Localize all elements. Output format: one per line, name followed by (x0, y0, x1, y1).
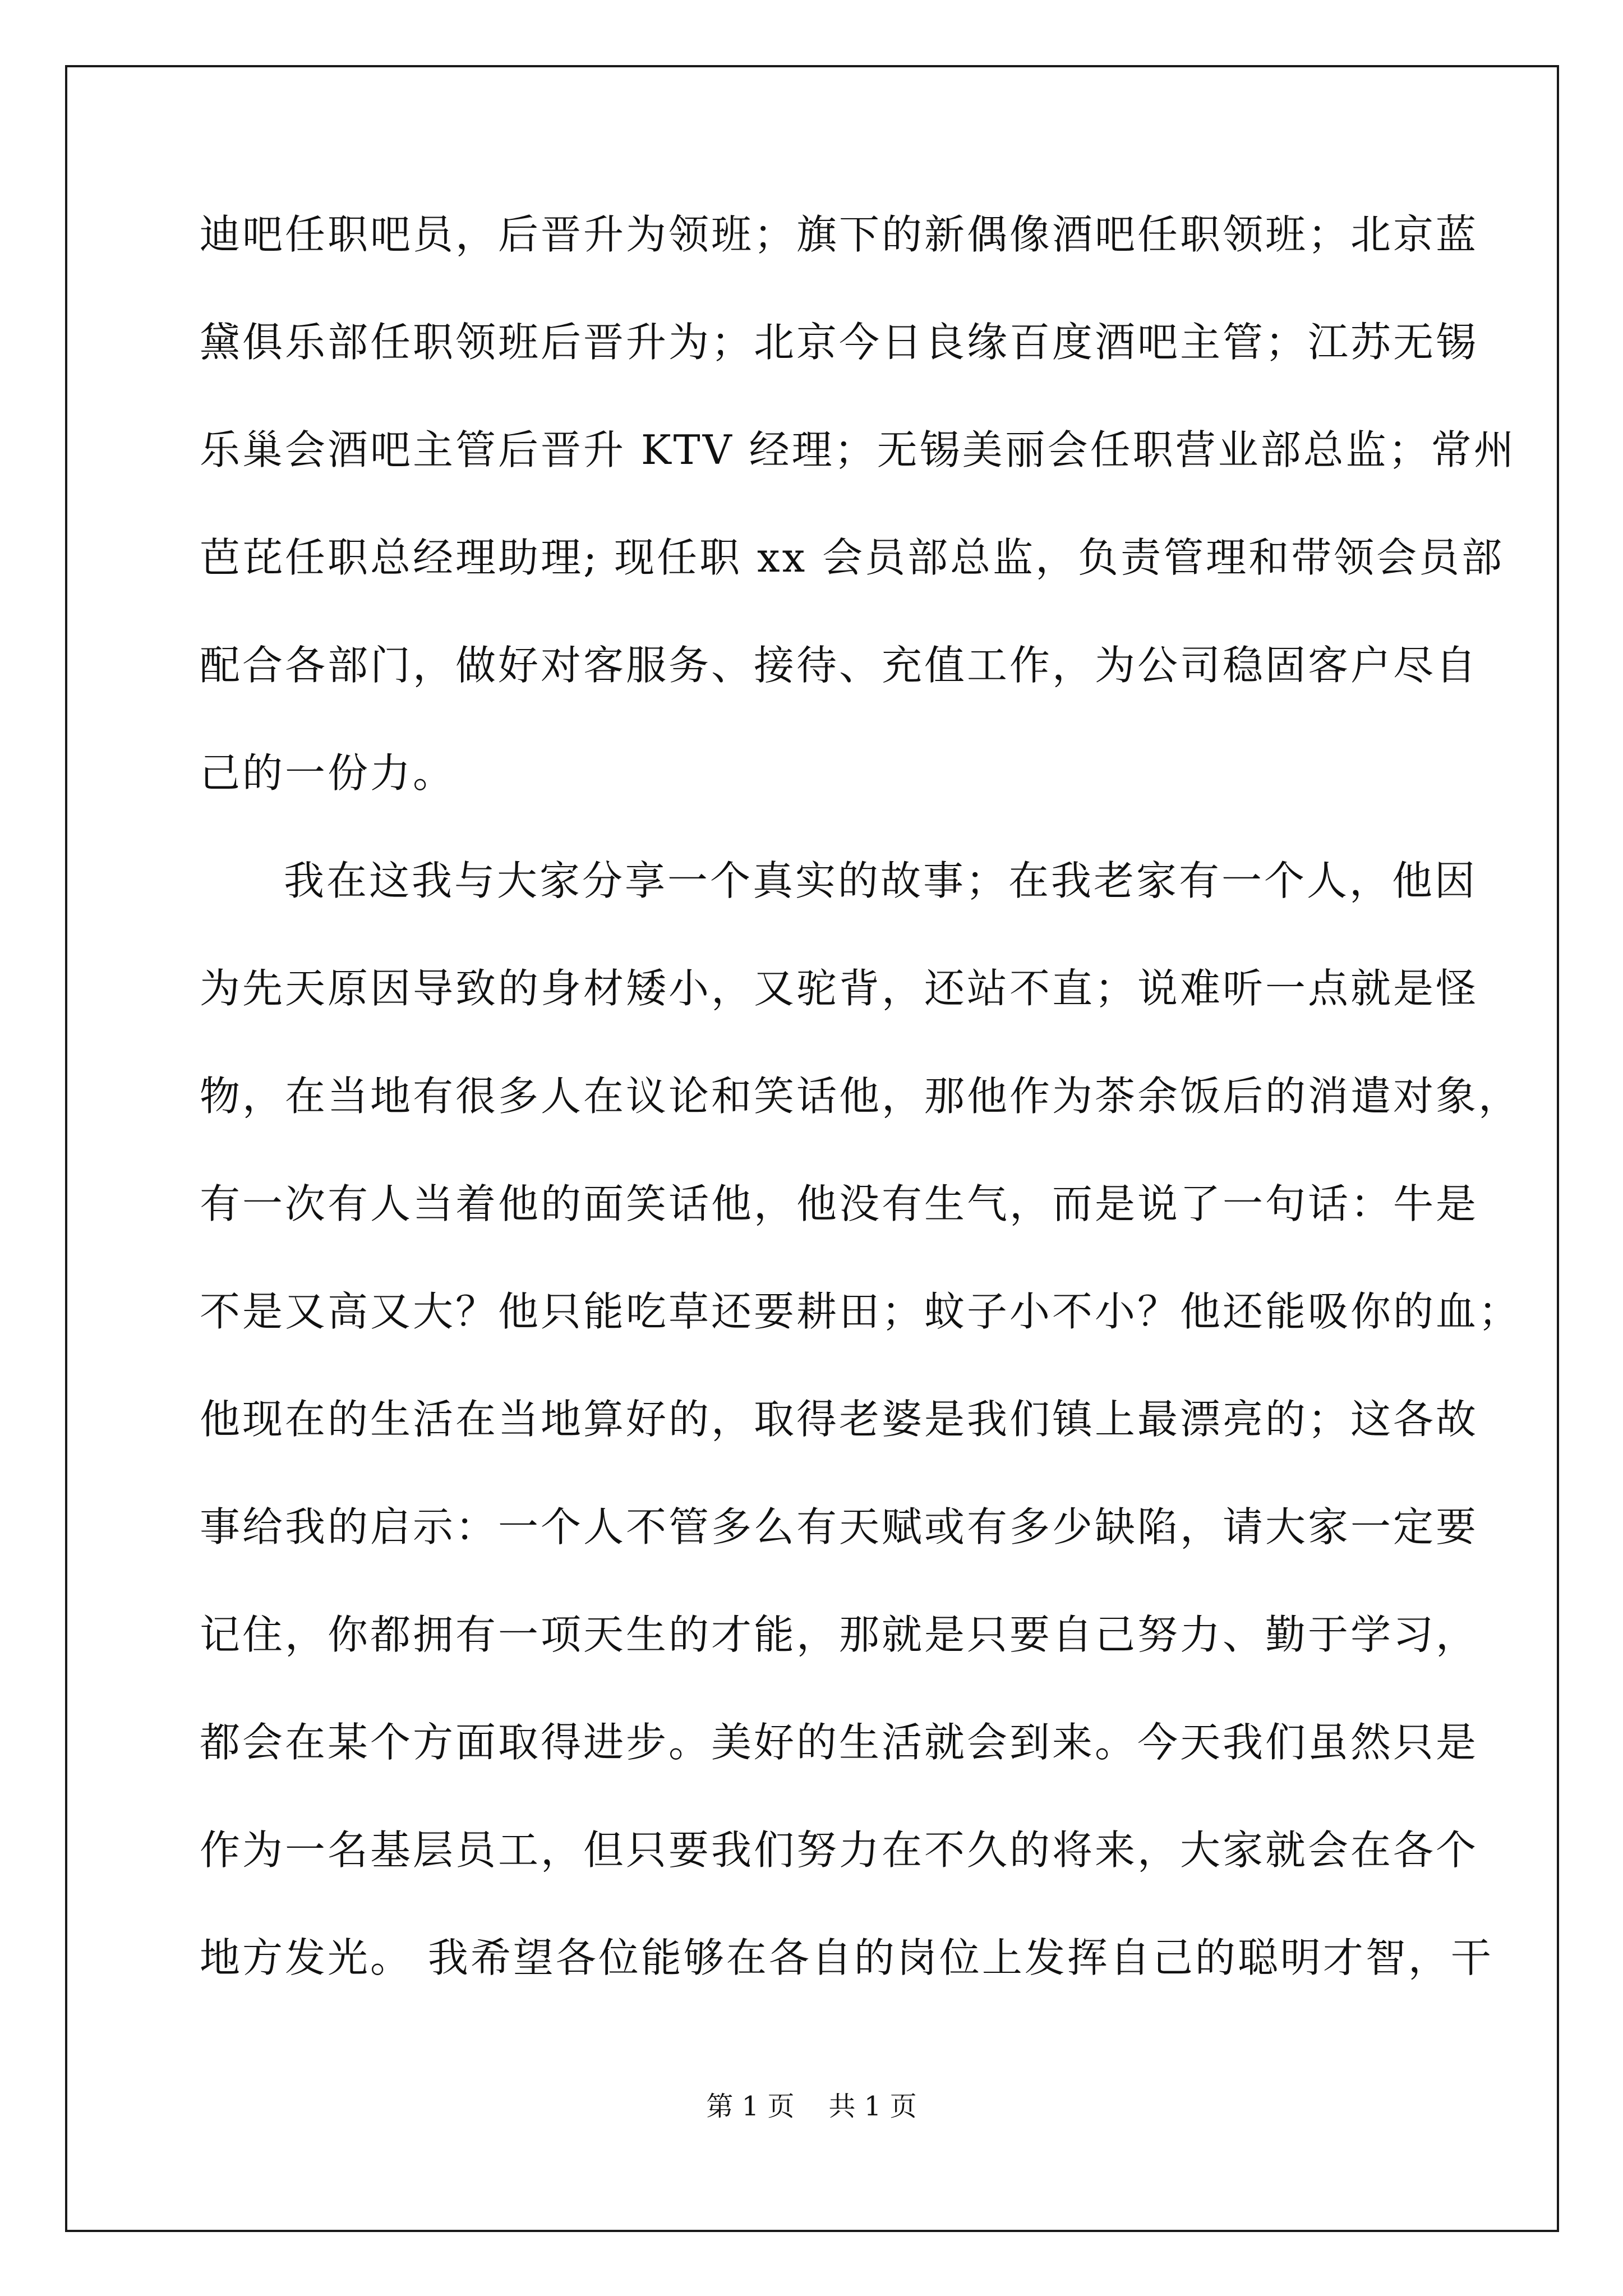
text-line: 他现在的生活在当地算好的，取得老婆是我们镇上最漂亮的；这各故 (200, 1396, 1479, 1443)
text-line: 作为一名基层员工，但只要我们努力在不久的将来，大家就会在各个 (200, 1826, 1479, 1874)
text-line: 己的一份力。 (200, 749, 456, 797)
text-line: 配合各部门，做好对客服务、接待、充值工作，为公司稳固客户尽自 (200, 642, 1479, 689)
text-line: 物，在当地有很多人在议论和笑话他，那他作为茶余饭后的消遣对象， (200, 1073, 1521, 1120)
body-text (200, 208, 1521, 2039)
text-line: 为先天原因导致的身材矮小，又驼背，还站不直；说难听一点就是怪 (200, 965, 1479, 1012)
text-line: 芭芘任职总经理助理; 现任职 xx 会员部总监，负责管理和带领会员部 (200, 534, 1505, 581)
text-line: 乐巢会酒吧主管后晋升 KTV 经理；无锡美丽会任职营业部总监；常州 (200, 426, 1516, 473)
text-line: 有一次有人当着他的面笑话他，他没有生气，而是说了一句话：牛是 (200, 1180, 1479, 1227)
text-line: 事给我的启示：一个人不管多么有天赋或有多少缺陷，请大家一定要 (200, 1503, 1479, 1550)
text-line: 地方发光。 我希望各位能够在各自的岗位上发挥自己的聪明才智，干 (200, 1934, 1493, 1981)
page-number-footer: 第 1 页 共 1 页 (706, 2091, 917, 2122)
text-line: 黛俱乐部任职领班后晋升为；北京今日良缘百度酒吧主管；江苏无锡 (200, 319, 1479, 366)
text-line: 我在这我与大家分享一个真实的故事；在我老家有一个人，他因 (284, 857, 1478, 904)
text-line: 不是又高又大？他只能吃草还要耕田；蚊子小不小？他还能吸你的血； (200, 1288, 1521, 1335)
text-line: 迪吧任职吧员，后晋升为领班；旗下的新偶像酒吧任职领班；北京蓝 (200, 211, 1479, 258)
text-line: 都会在某个方面取得进步。美好的生活就会到来。今天我们虽然只是 (200, 1719, 1479, 1766)
text-line: 记住，你都拥有一项天生的才能，那就是只要自己努力、勤于学习， (200, 1611, 1479, 1658)
